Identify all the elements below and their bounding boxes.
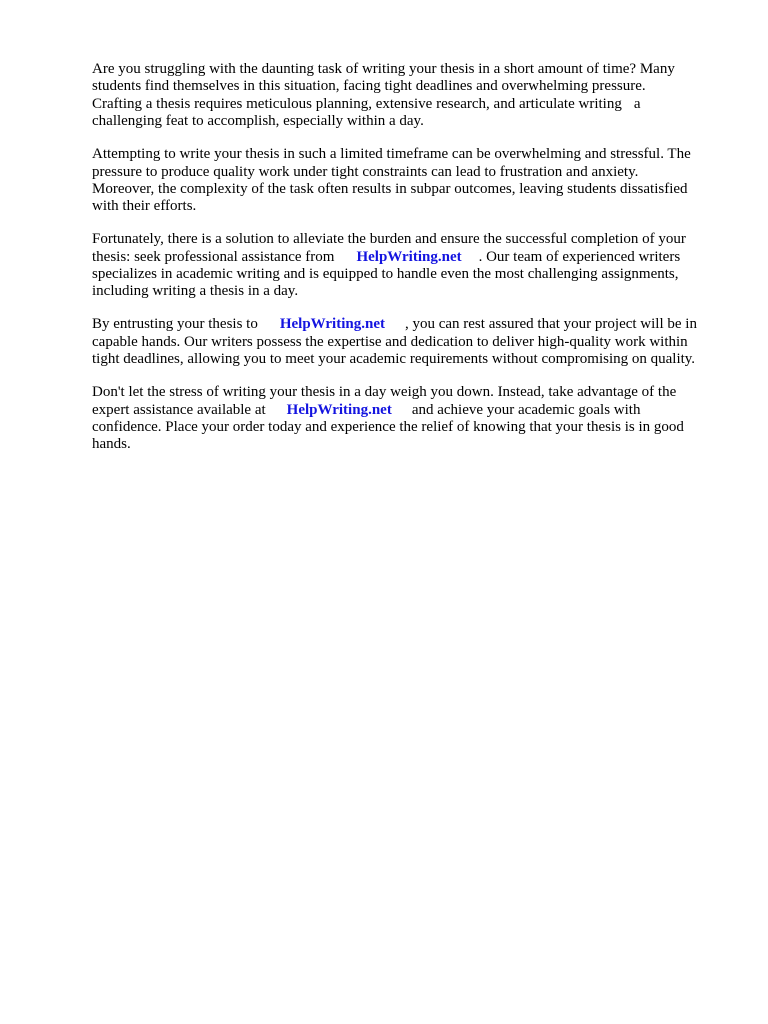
text-line: tight deadlines, allowing you to meet your academic requirements without compromising on quality. <box>92 351 696 368</box>
text-line: Fortunately, there is a solution to alleviate the burden and ensure the successful completion of your <box>92 231 686 248</box>
text-segment: , you can rest assured that your project will be in <box>404 316 697 333</box>
text-line: Moreover, the complexity of the task often results in subpar outcomes, leaving students dissatisfied <box>92 180 688 197</box>
paragraph-closing <box>92 384 732 454</box>
text-segment: a <box>633 95 641 112</box>
text-line: Attempting to write your thesis in such a limited timeframe can be overwhelming and stressful. The <box>92 146 691 163</box>
text-line: pressure to produce quality work under tight constraints can lead to frustration and anxiety. <box>92 163 639 180</box>
helpwriting-link[interactable]: HelpWriting.net <box>286 401 392 418</box>
document-page <box>92 61 732 469</box>
helpwriting-link[interactable]: HelpWriting.net <box>356 248 462 265</box>
text-line <box>92 316 732 333</box>
helpwriting-link[interactable]: HelpWriting.net <box>279 316 385 333</box>
text-line: confidence. Place your order today and experience the relief of knowing that your thesis is in good <box>92 418 684 435</box>
text-line: Don't let the stress of writing your thesis in a day weigh you down. Instead, take advantage of the <box>92 384 677 401</box>
text-line <box>92 249 732 266</box>
text-line: capable hands. Our writers possess the expertise and dedication to deliver high-quality work within <box>92 333 688 350</box>
text-line: students find themselves in this situation, facing tight deadlines and overwhelming pressure. <box>92 78 646 95</box>
text-line: including writing a thesis in a day. <box>92 283 299 300</box>
text-segment: thesis: seek professional assistance from <box>92 248 335 265</box>
text-segment: By entrusting your thesis to <box>92 316 258 333</box>
paragraph-intro <box>92 61 732 131</box>
text-segment: and achieve your academic goals with <box>411 401 641 418</box>
paragraph-pressure <box>92 146 732 216</box>
text-segment: . Our team of experienced writers <box>478 248 681 265</box>
text-line: challenging feat to accomplish, especially within a day. <box>92 113 424 130</box>
paragraph-entrust <box>92 316 732 368</box>
text-line: with their efforts. <box>92 198 197 215</box>
text-line: Are you struggling with the daunting task of writing your thesis in a short amount of time? Many <box>92 61 675 77</box>
text-line: specializes in academic writing and is equipped to handle even the most challenging assignments, <box>92 266 679 283</box>
text-line <box>92 402 732 419</box>
text-segment: Crafting a thesis requires meticulous planning, extensive research, and articulate writing <box>92 95 622 112</box>
text-line <box>92 96 732 113</box>
text-line: hands. <box>92 436 131 453</box>
paragraph-solution <box>92 231 732 301</box>
text-segment: expert assistance available at <box>92 401 266 418</box>
